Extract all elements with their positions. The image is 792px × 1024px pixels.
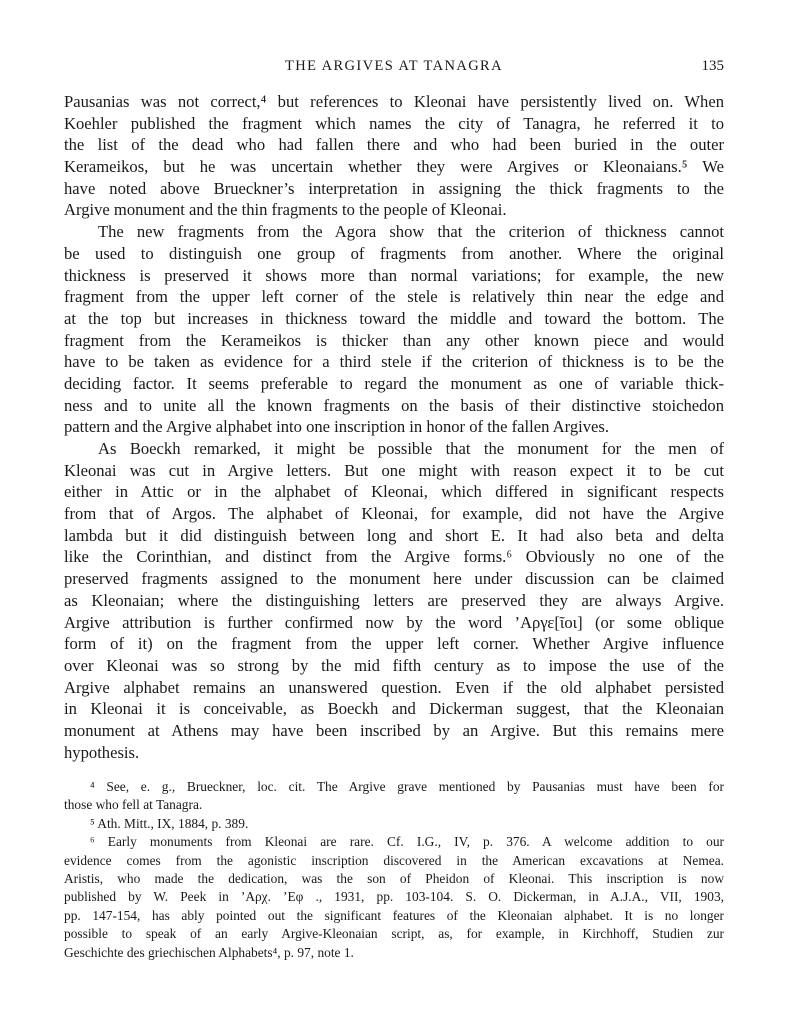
text-line: have noted above Brueckner’s interpretation in assigning the thick fragments to the — [64, 178, 724, 198]
text-line: Pausanias was not correct,⁴ but references to Kleonai have persistently lived on. When — [64, 92, 724, 111]
footnote-line: ⁵ Ath. Mitt., IX, 1884, p. 389. — [90, 815, 249, 831]
text-line: at the top but increases in thickness toward the middle and toward the bottom. The — [64, 308, 724, 328]
footnote-line: published by W. Peek in ’Αρχ. ’Εφ ., 1931, pp. 103-104. S. O. Dickerman, in A.J.A., VII, 1903, — [64, 889, 724, 905]
body-text — [64, 91, 724, 763]
text-line: ness and to unite all the known fragments on the basis of their distinctive stoichedon — [64, 395, 724, 415]
text-line: be used to distinguish one group of fragments from another. Where the original — [64, 243, 724, 263]
text-line: thickness is preserved it shows more than normal variations; for example, the new — [64, 265, 724, 285]
text-line: Kleonai was cut in Argive letters. But one might with reason expect it to be cut — [64, 460, 724, 480]
text-line: as Kleonaian; where the distinguishing letters are preserved they are always Argive. — [64, 590, 724, 610]
text-line: fragment from the Kerameikos is thicker than any other known piece and would — [64, 330, 724, 350]
text-line: like the Corinthian, and distinct from the Argive forms.⁶ Obviously no one of the — [64, 547, 724, 567]
footnote-line: pp. 147-154, has ably pointed out the significant features of the Kleonaian alphabet. It is no longer — [64, 907, 724, 923]
text-line: Argive monument and the thin fragments to the people of Kleonai. — [64, 200, 507, 220]
footnote-line: ⁴ See, e. g., Brueckner, loc. cit. The Argive grave mentioned by Pausanias must have been for — [90, 779, 724, 794]
text-line: Argive attribution is further confirmed now by the word ’Αργε[ῖοι] (or some oblique — [64, 612, 724, 632]
text-line: The new fragments from the Agora show that the criterion of thickness cannot — [98, 222, 724, 242]
text-line: hypothesis. — [64, 742, 140, 762]
text-line: deciding factor. It seems preferable to regard the monument as one of variable thick- — [64, 373, 724, 393]
text-line: Argive alphabet remains an unanswered question. Even if the old alphabet persisted — [64, 677, 724, 697]
running-head — [64, 58, 724, 80]
footnote-line: Aristis, who made the dedication, was the son of Pheidon of Kleonai. This inscription is now — [64, 870, 724, 886]
text-line: Kerameikos, but he was uncertain whether they were Argives or Kleonaians.⁵ We — [64, 157, 724, 177]
page-number: 135 — [701, 58, 724, 74]
text-line: have to be taken as evidence for a third stele if the criterion of thickness is to be the — [64, 352, 724, 372]
text-line: preserved fragments assigned to the monument here under discussion can be claimed — [64, 569, 724, 589]
text-line: Koehler published the fragment which names the city of Tanagra, he referred it to — [64, 113, 724, 133]
text-line: lambda but it did distinguish between long and short E. It had also beta and delta — [64, 525, 724, 545]
footnote-line: possible to speak of an early Argive-Kleonaian script, as, for example, in Kirchhoff, Studien zur — [64, 926, 724, 942]
text-line: monument at Athens may have been inscribed by an Argive. But this remains mere — [64, 720, 724, 740]
footnote-line: Geschichte des griechischen Alphabets⁴, p. 97, note 1. — [64, 944, 354, 960]
footnote-line: those who fell at Tanagra. — [64, 797, 203, 813]
text-line: fragment from the upper left corner of the stele is relatively thin near the edge and — [64, 287, 724, 307]
text-line: As Boeckh remarked, it might be possible that the monument for the men of — [98, 439, 724, 458]
text-line: either in Attic or in the alphabet of Kleonai, which differed in significant respects — [64, 482, 724, 502]
footnotes — [64, 778, 724, 962]
text-line: form of it) on the fragment from the upper left corner. Whether Argive influence — [64, 634, 724, 654]
text-line: from that of Argos. The alphabet of Kleonai, for example, did not have the Argive — [64, 504, 724, 524]
text-line: pattern and the Argive alphabet into one inscription in honor of the fallen Argives. — [64, 417, 610, 437]
text-line: in Kleonai it is conceivable, as Boeckh and Dickerman suggest, that the Kleonaian — [64, 699, 724, 719]
footnote-line: ⁶ Early monuments from Kleonai are rare. Cf. I.G., IV, p. 376. A welcome addition to our — [90, 834, 724, 850]
running-title: THE ARGIVES AT TANAGRA — [284, 58, 504, 74]
text-line: the list of the dead who had fallen there and who had been buried in the outer — [64, 135, 724, 155]
text-line: over Kleonai was so strong by the mid fifth century as to impose the use of the — [64, 655, 724, 675]
footnote-line: evidence comes from the agonistic inscription discovered in the American excavations at Nemea. — [64, 852, 724, 868]
